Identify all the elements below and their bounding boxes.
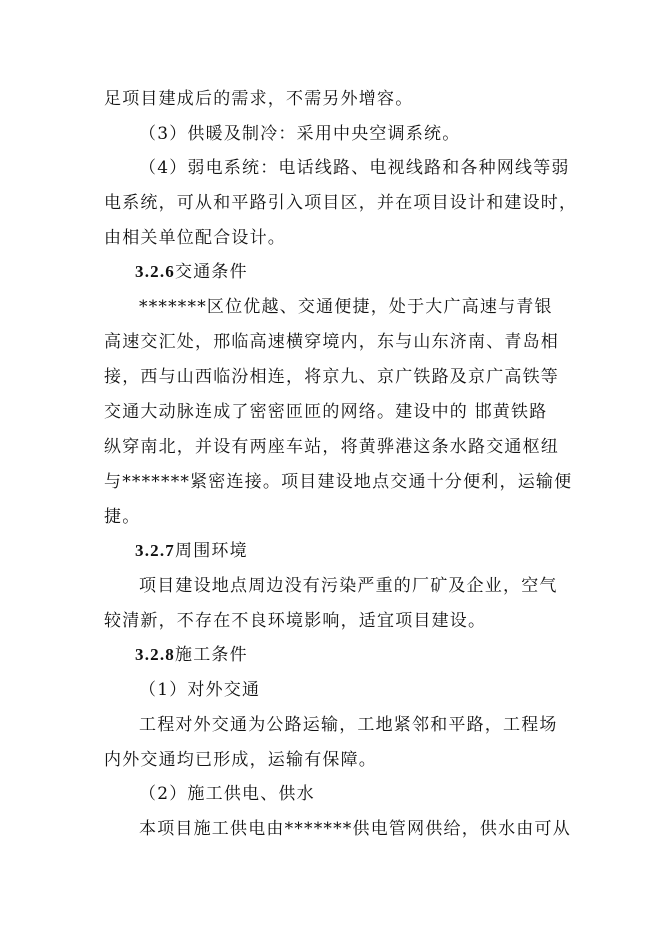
section-title: 施工条件 <box>175 645 248 665</box>
paragraph-line: 电系统，可从和平路引入项目区，并在项目设计和建设时， <box>104 193 578 213</box>
list-item-heating: （3）供暖及制冷：采用中央空调系统。 <box>139 124 461 144</box>
section-number: 3.2.6 <box>135 262 175 281</box>
paragraph-line: 项目建设地点周边没有污染严重的厂矿及企业，空气 <box>139 576 558 596</box>
paragraph-line: 高速交汇处，邢临高速横穿境内，东与山东济南、青岛相 <box>104 332 559 352</box>
section-heading-surroundings <box>135 540 248 562</box>
paragraph-line: 工程对外交通为公路运输，工地紧邻和平路，工程场 <box>139 715 558 735</box>
paragraph-line: 由相关单位配合设计。 <box>104 228 286 248</box>
list-item-power-water: （2）施工供电、供水 <box>139 784 315 804</box>
section-heading-construction <box>135 644 248 666</box>
section-heading-traffic <box>135 261 248 283</box>
paragraph-line: *******区位优越、交通便捷，处于大广高速与青银 <box>139 297 553 317</box>
section-title: 交通条件 <box>175 262 248 282</box>
paragraph-line: 接，西与山西临汾相连，将京九、京广铁路及京广高铁等 <box>104 367 559 387</box>
paragraph-line: 交通大动脉连成了密密匝匝的网络。建设中的 邯黄铁路 <box>104 402 548 422</box>
paragraph-line: 与*******紧密连接。项目建设地点交通十分便利，运输便 <box>104 472 573 492</box>
paragraph-line: 较清新，不存在不良环境影响，适宜项目建设。 <box>104 611 487 631</box>
paragraph-line: 捷。 <box>104 507 141 527</box>
paragraph-line: 足项目建成后的需求，不需另外增容。 <box>104 89 414 109</box>
list-item-external-traffic: （1）对外交通 <box>139 680 261 700</box>
list-item-weak-current: （4）弱电系统：电话线路、电视线路和各种网线等弱 <box>139 158 570 178</box>
section-number: 3.2.8 <box>135 645 175 664</box>
section-number: 3.2.7 <box>135 541 175 560</box>
paragraph-line: 内外交通均已形成，运输有保障。 <box>104 750 377 770</box>
paragraph-line: 本项目施工供电由*******供电管网供给，供水由可从 <box>139 819 571 839</box>
paragraph-line: 纵穿南北，并设有两座车站，将黄骅港这条水路交通枢纽 <box>104 437 559 457</box>
section-title: 周围环境 <box>175 541 248 561</box>
